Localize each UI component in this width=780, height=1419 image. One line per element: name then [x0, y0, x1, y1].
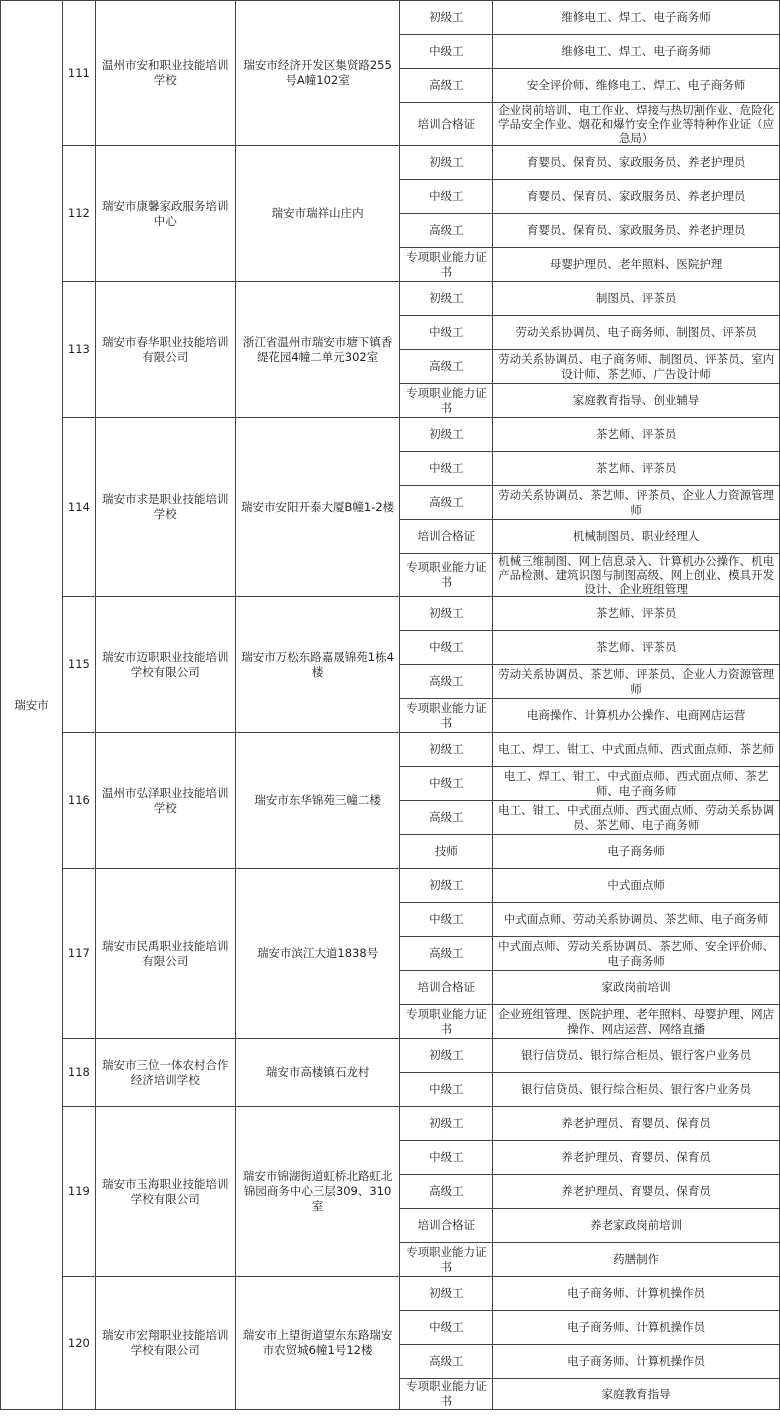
level-cell: 高级工 [400, 1345, 493, 1379]
level-cell: 中级工 [400, 452, 493, 486]
school-number: 115 [62, 597, 95, 733]
school-number: 120 [62, 1277, 95, 1410]
school-number: 118 [62, 1039, 95, 1107]
level-cell: 高级工 [400, 486, 493, 520]
school-name: 瑞安市康馨家政服务培训中心 [95, 146, 235, 282]
city-cell: 瑞安市 [1, 1, 63, 1410]
school-address: 瑞安市瑞祥山庄内 [235, 146, 400, 282]
level-cell: 高级工 [400, 801, 493, 835]
occupations-cell: 劳动关系协调员、电子商务师、制图员、评茶员 [493, 316, 780, 350]
occupations-cell: 家庭教育指导、创业辅导 [493, 384, 780, 418]
school-name: 瑞安市民禹职业技能培训有限公司 [95, 869, 235, 1039]
school-address: 瑞安市安阳开泰大厦B幢1-2楼 [235, 418, 400, 597]
level-cell: 中级工 [400, 316, 493, 350]
table-row [1, 733, 780, 767]
occupations-cell: 茶艺师、评茶员 [493, 631, 780, 665]
level-cell: 高级工 [400, 69, 493, 103]
level-cell: 初级工 [400, 146, 493, 180]
occupations-cell: 中式面点师、劳动关系协调员、茶艺师、安全评价师、电子商务师 [493, 937, 780, 971]
table-row [1, 1, 780, 35]
school-address: 瑞安市滨江大道1838号 [235, 869, 400, 1039]
level-cell: 初级工 [400, 869, 493, 903]
school-address: 浙江省温州市瑞安市塘下镇香缇花园4幢二单元302室 [235, 282, 400, 418]
school-address: 瑞安市高楼镇石龙村 [235, 1039, 400, 1107]
school-address: 瑞安市上望街道望东东路瑞安市农贸城6幢1号12楼 [235, 1277, 400, 1410]
school-number: 117 [62, 869, 95, 1039]
occupations-cell: 制图员、评茶员 [493, 282, 780, 316]
level-cell: 专项职业能力证书 [400, 384, 493, 418]
level-cell: 初级工 [400, 733, 493, 767]
level-cell: 高级工 [400, 665, 493, 699]
school-name: 瑞安市春华职业技能培训有限公司 [95, 282, 235, 418]
occupations-cell: 电工、钳工、中式面点师、西式面点师、劳动关系协调员、茶艺师、电子商务师 [493, 801, 780, 835]
occupations-cell: 电子商务师 [493, 835, 780, 869]
level-cell: 中级工 [400, 180, 493, 214]
school-number: 113 [62, 282, 95, 418]
level-cell: 专项职业能力证书 [400, 1243, 493, 1277]
occupations-cell: 企业岗前培训、电工作业、焊接与热切割作业、危险化学品安全作业、烟花和爆竹安全作业等特种作业证（应急局） [493, 103, 780, 146]
level-cell: 初级工 [400, 418, 493, 452]
level-cell: 培训合格证 [400, 971, 493, 1005]
school-number: 116 [62, 733, 95, 869]
occupations-cell: 维修电工、焊工、电子商务师 [493, 1, 780, 35]
level-cell: 高级工 [400, 937, 493, 971]
level-cell: 中级工 [400, 767, 493, 801]
school-address: 瑞安市万松东路嘉晟锦苑1栋4楼 [235, 597, 400, 733]
level-cell: 中级工 [400, 1073, 493, 1107]
occupations-cell: 机械三维制图、网上信息录入、计算机办公操作、机电产品检测、建筑识图与制图高级、网上创业、模具开发设计、企业班组管理 [493, 554, 780, 597]
occupations-cell: 养老护理员、育婴员、保育员 [493, 1141, 780, 1175]
level-cell: 专项职业能力证书 [400, 248, 493, 282]
level-cell: 中级工 [400, 35, 493, 69]
school-name: 瑞安市宏翔职业技能培训学校有限公司 [95, 1277, 235, 1410]
occupations-cell: 维修电工、焊工、电子商务师 [493, 35, 780, 69]
level-cell: 初级工 [400, 1107, 493, 1141]
occupations-cell: 劳动关系协调员、茶艺师、评茶员、企业人力资源管理师 [493, 486, 780, 520]
school-name: 瑞安市玉海职业技能培训学校有限公司 [95, 1107, 235, 1277]
school-number: 111 [62, 1, 95, 146]
occupations-cell: 育婴员、保育员、家政服务员、养老护理员 [493, 214, 780, 248]
occupations-cell: 银行信贷员、银行综合柜员、银行客户业务员 [493, 1073, 780, 1107]
level-cell: 培训合格证 [400, 1209, 493, 1243]
occupations-cell: 中式面点师 [493, 869, 780, 903]
occupations-cell: 母婴护理员、老年照料、医院护理 [493, 248, 780, 282]
level-cell: 中级工 [400, 1141, 493, 1175]
occupations-cell: 企业班组管理、医院护理、老年照料、母婴护理、网店操作、网店运营、网络直播 [493, 1005, 780, 1039]
level-cell: 初级工 [400, 1277, 493, 1311]
table-row [1, 282, 780, 316]
level-cell: 专项职业能力证书 [400, 1379, 493, 1410]
level-cell: 高级工 [400, 350, 493, 384]
level-cell: 中级工 [400, 631, 493, 665]
occupations-cell: 茶艺师、评茶员 [493, 418, 780, 452]
occupations-cell: 养老护理员、育婴员、保育员 [493, 1107, 780, 1141]
level-cell: 初级工 [400, 597, 493, 631]
level-cell: 培训合格证 [400, 520, 493, 554]
occupations-cell: 机械制图员、职业经理人 [493, 520, 780, 554]
school-name: 瑞安市求是职业技能培训学校 [95, 418, 235, 597]
level-cell: 专项职业能力证书 [400, 1005, 493, 1039]
school-name: 温州市弘泽职业技能培训学校 [95, 733, 235, 869]
occupations-cell: 电工、焊工、钳工、中式面点师、西式面点师、茶艺师 [493, 733, 780, 767]
school-address: 瑞安市东华锦苑三幢二楼 [235, 733, 400, 869]
occupations-cell: 药膳制作 [493, 1243, 780, 1277]
occupations-cell: 养老护理员、育婴员、保育员 [493, 1175, 780, 1209]
level-cell: 专项职业能力证书 [400, 699, 493, 733]
occupations-cell: 电子商务师、计算机操作员 [493, 1345, 780, 1379]
table-row [1, 146, 780, 180]
occupations-cell: 电工、焊工、钳工、中式面点师、西式面点师、茶艺师、电子商务师 [493, 767, 780, 801]
occupations-cell: 育婴员、保育员、家政服务员、养老护理员 [493, 146, 780, 180]
level-cell: 中级工 [400, 1311, 493, 1345]
occupations-cell: 家庭教育指导 [493, 1379, 780, 1410]
level-cell: 培训合格证 [400, 103, 493, 146]
level-cell: 高级工 [400, 1175, 493, 1209]
school-name: 温州市安和职业技能培训学校 [95, 1, 235, 146]
school-number: 119 [62, 1107, 95, 1277]
table-row [1, 1107, 780, 1141]
level-cell: 初级工 [400, 1039, 493, 1073]
level-cell: 技师 [400, 835, 493, 869]
occupations-cell: 中式面点师、劳动关系协调员、茶艺师、电子商务师 [493, 903, 780, 937]
level-cell: 专项职业能力证书 [400, 554, 493, 597]
level-cell: 初级工 [400, 1, 493, 35]
school-number: 114 [62, 418, 95, 597]
occupations-cell: 安全评价师、维修电工、焊工、电子商务师 [493, 69, 780, 103]
table-row [1, 1277, 780, 1311]
table-row [1, 1039, 780, 1073]
occupations-cell: 茶艺师、评茶员 [493, 597, 780, 631]
table-row [1, 869, 780, 903]
school-address: 瑞安市经济开发区集贤路255号A幢102室 [235, 1, 400, 146]
occupations-cell: 家政岗前培训 [493, 971, 780, 1005]
table-body [1, 1, 780, 1410]
school-name: 瑞安市迈职职业技能培训学校有限公司 [95, 597, 235, 733]
table-row [1, 597, 780, 631]
occupations-cell: 电子商务师、计算机操作员 [493, 1277, 780, 1311]
occupations-cell: 电商操作、计算机办公操作、电商网店运营 [493, 699, 780, 733]
occupations-cell: 银行信贷员、银行综合柜员、银行客户业务员 [493, 1039, 780, 1073]
school-name: 瑞安市三位一体农村合作经济培训学校 [95, 1039, 235, 1107]
occupations-cell: 劳动关系协调员、电子商务师、制图员、评茶员、室内设计师、茶艺师、广告设计师 [493, 350, 780, 384]
level-cell: 初级工 [400, 282, 493, 316]
table-row [1, 418, 780, 452]
level-cell: 高级工 [400, 214, 493, 248]
occupations-cell: 养老家政岗前培训 [493, 1209, 780, 1243]
school-number: 112 [62, 146, 95, 282]
occupations-cell: 育婴员、保育员、家政服务员、养老护理员 [493, 180, 780, 214]
school-address: 瑞安市锦湖街道虹桥北路虹北锦园商务中心三层309、310室 [235, 1107, 400, 1277]
occupations-cell: 电子商务师、计算机操作员 [493, 1311, 780, 1345]
occupations-cell: 劳动关系协调员、茶艺师、评茶员、企业人力资源管理师 [493, 665, 780, 699]
occupations-cell: 茶艺师、评茶员 [493, 452, 780, 486]
level-cell: 中级工 [400, 903, 493, 937]
